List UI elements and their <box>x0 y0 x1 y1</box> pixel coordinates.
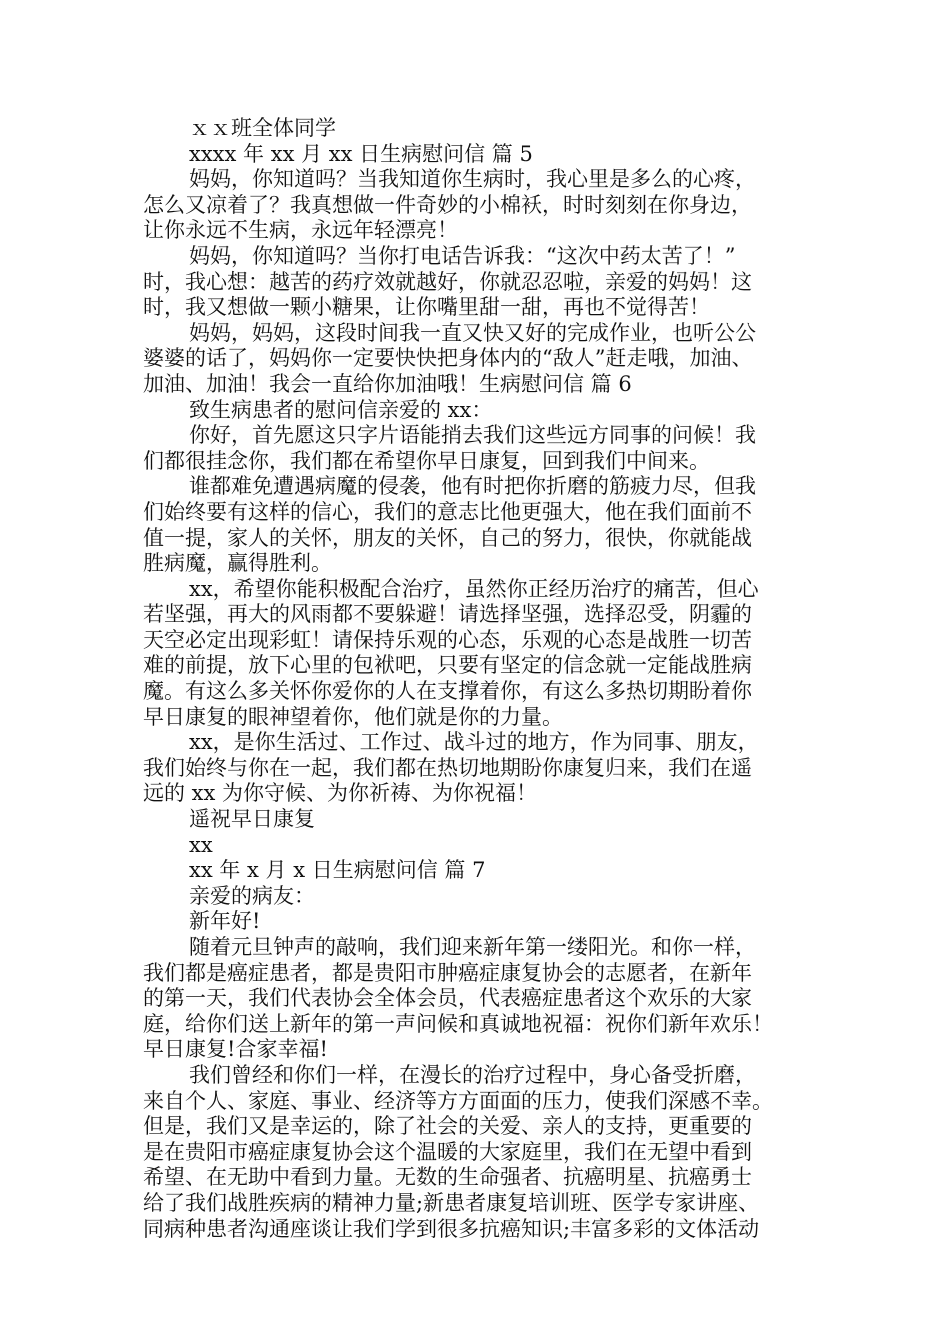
text-line: 致生病患者的慰问信亲爱的 xx： <box>189 397 493 422</box>
text-line: 早日康复!合家幸福! <box>143 1037 328 1062</box>
text-line: 怎么又凉着了？我真想做一件奇妙的小棉袄，时时刻刻在你身边， <box>143 192 752 217</box>
text-line: 随着元旦钟声的敲响，我们迎来新年第一缕阳光。和你一样， <box>189 935 756 959</box>
text-line: 新年好! <box>189 909 261 934</box>
text-line: 妈妈，你知道吗？当你打电话告诉我：“这次中药太苦了！” <box>189 243 736 268</box>
text-line: 亲爱的病友： <box>189 883 315 908</box>
text-line: 让你永远不生病，永远年轻漂亮！ <box>143 218 458 243</box>
text-line: 庭，给你们送上新年的第一声问候和真诚地祝福：祝你们新年欢乐！ <box>143 1011 773 1036</box>
text-line: 但是，我们又是幸运的，除了社会的关爱、亲人的支持，更重要的 <box>143 1114 752 1139</box>
text-line: 时，我又想做一颗小糖果，让你嘴里甜一甜，再也不觉得苦！ <box>143 295 710 320</box>
text-line: 天空必定出现彩虹！请保持乐观的心态，乐观的心态是战胜一切苦 <box>143 627 752 652</box>
text-line: 你好，首先愿这只字片语能捎去我们这些远方同事的问候！我 <box>189 423 756 448</box>
text-line: 妈妈，妈妈，这段时间我一直又快又好的完成作业，也听公公 <box>189 320 756 345</box>
text-line: 时，我心想：越苦的药疗效就越好，你就忍忍啦，亲爱的妈妈！这 <box>143 269 752 294</box>
text-line: 妈妈，你知道吗？当我知道你生病时，我心里是多么的心疼， <box>189 167 756 192</box>
text-line: 的第一天，我们代表协会全体会员，代表癌症患者这个欢乐的大家 <box>143 986 752 1011</box>
text-line: 我们始终与你在一起，我们都在热切地期盼你康复归来，我们在遥 <box>143 755 752 780</box>
text-line: 早日康复的眼神望着你，他们就是你的力量。 <box>143 704 563 729</box>
text-line: 是在贵阳市癌症康复协会这个温暖的大家庭里，我们在无望中看到 <box>143 1139 752 1164</box>
text-line: 胜病魔，赢得胜利。 <box>143 551 332 576</box>
text-line: xx，希望你能积极配合治疗，虽然你正经历治疗的痛苦，但心 <box>189 576 759 601</box>
text-line: 谁都难免遭遇病魔的侵袭，他有时把你折磨的筋疲力尽，但我 <box>189 474 756 499</box>
text-line: 遥祝早日康复 <box>189 807 315 832</box>
text-line: xxxx 年 xx 月 xx 日生病慰问信 篇 5 <box>189 141 533 166</box>
text-line: 若坚强，再大的风雨都不要躲避！请选择坚强，选择忍受，阴霾的 <box>143 602 752 627</box>
text-line: xx <box>189 832 213 857</box>
text-line: 们始终要有这样的信心，我们的意志比他更强大，他在我们面前不 <box>143 499 752 524</box>
text-line: 难的前提，放下心里的包袱吧，只要有坚定的信念就一定能战胜病 <box>143 653 752 678</box>
text-line: 魔。有这么多关怀你爱你的人在支撑着你，有这么多热切期盼着你 <box>143 679 752 704</box>
text-line: ｘｘ班全体同学 <box>189 116 336 140</box>
text-line: 给了我们战胜疾病的精神力量;新患者康复培训班、医学专家讲座、 <box>143 1190 760 1215</box>
text-line: 希望、在无助中看到力量。无数的生命强者、抗癌明星、抗癌勇士 <box>143 1165 752 1190</box>
text-line: 婆婆的话了，妈妈你一定要快快把身体内的“敌人”赶走哦，加油、 <box>143 346 753 371</box>
text-line: 值一提，家人的关怀，朋友的关怀，自己的努力，很快，你就能战 <box>143 525 752 550</box>
document-body <box>143 116 823 1242</box>
text-line: 远的 xx 为你守候、为你祈祷、为你祝福！ <box>143 781 538 806</box>
text-line: 们都很挂念你，我们都在希望你早日康复，回到我们中间来。 <box>143 448 710 473</box>
text-line: xx 年 x 月 x 日生病慰问信 篇 7 <box>189 858 486 883</box>
text-line: 同病种患者沟通座谈让我们学到很多抗癌知识;丰富多彩的文体活动 <box>143 1216 760 1241</box>
text-line: 加油、加油！我会一直给你加油哦！生病慰问信 篇 6 <box>143 371 632 396</box>
text-line: 我们曾经和你们一样，在漫长的治疗过程中，身心备受折磨， <box>189 1062 756 1087</box>
text-line: xx，是你生活过、工作过、战斗过的地方，作为同事、朋友， <box>189 730 759 755</box>
text-line: 来自个人、家庭、事业、经济等方方面面的压力，使我们深感不幸。 <box>143 1088 773 1113</box>
text-line: 我们都是癌症患者，都是贵阳市肿癌症康复协会的志愿者，在新年 <box>143 960 752 985</box>
